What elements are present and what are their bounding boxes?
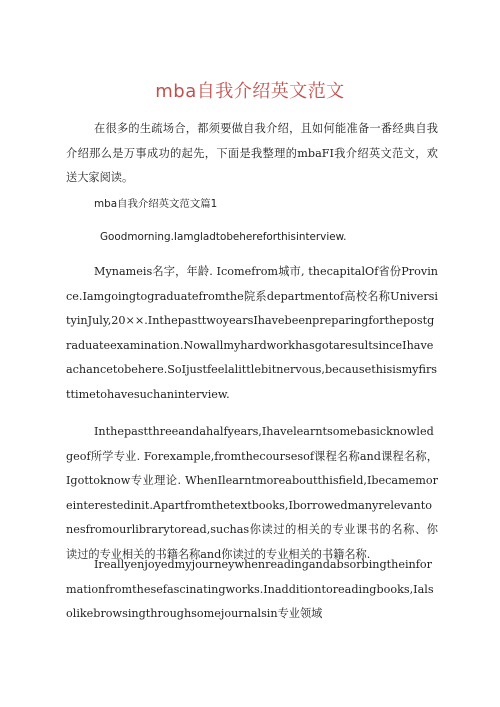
section-heading: mba自我介绍英文范文篇1 bbox=[94, 198, 218, 210]
body-paragraph-3: Ireallyenjoyedmyjourneywhenreadingandabsorbingtheinformationfromthesefascinatingworks.Inadditiontoreadingbooks,Ialsolikebrowsingthroughsomejournalsin专业领域 bbox=[66, 558, 434, 620]
intro-paragraph: 在很多的生疏场合，都须要做自我介绍，且如何能准备一番经典自我介绍那么是万事成功的起先，下面是我整理的mbaFI我介绍英文范文，欢送大家阅读。 bbox=[66, 122, 438, 184]
body-paragraph-1: Mynameis名字，年龄. Icomefrom城市, thecapitalOf省份Province.Iamgoingtograduatefromthe院系departmentof高校名称UniversityinJuly,20××.InthepasttwoyearsIhavebeenpreparingforthepostgraduateexamination.NowallmyhardworkhasgotaresultsinceIhaveachancetobehere.SoIjustfeelalittlebitnervous,becausethisismyfirsttimetohavesuchaninterview. bbox=[66, 265, 438, 401]
greeting-line: Goodmorning.Iamgladtobehereforthisinterview. bbox=[100, 231, 347, 243]
body-paragraph-2: Inthepastthreeandahalfyears,Ihavelearntsomebasicknowledgeof所学专业. Forexample,fromthecoursesof课程名称and课程名称，Igottoknow专业理论. WhenIlearntmoreaboutthisfield,Ibecamemoreinterestedinit.Apartfromthetextbooks,Iborrowedmanyrelevantonesfromourlibrarytoread,suchas你读过的相关的专业课书的名称、你读过的专业相关的书籍名称and你读过的专业相关的书籍名称. bbox=[66, 425, 438, 561]
document-title: mba自我介绍英文范文 bbox=[155, 81, 345, 102]
